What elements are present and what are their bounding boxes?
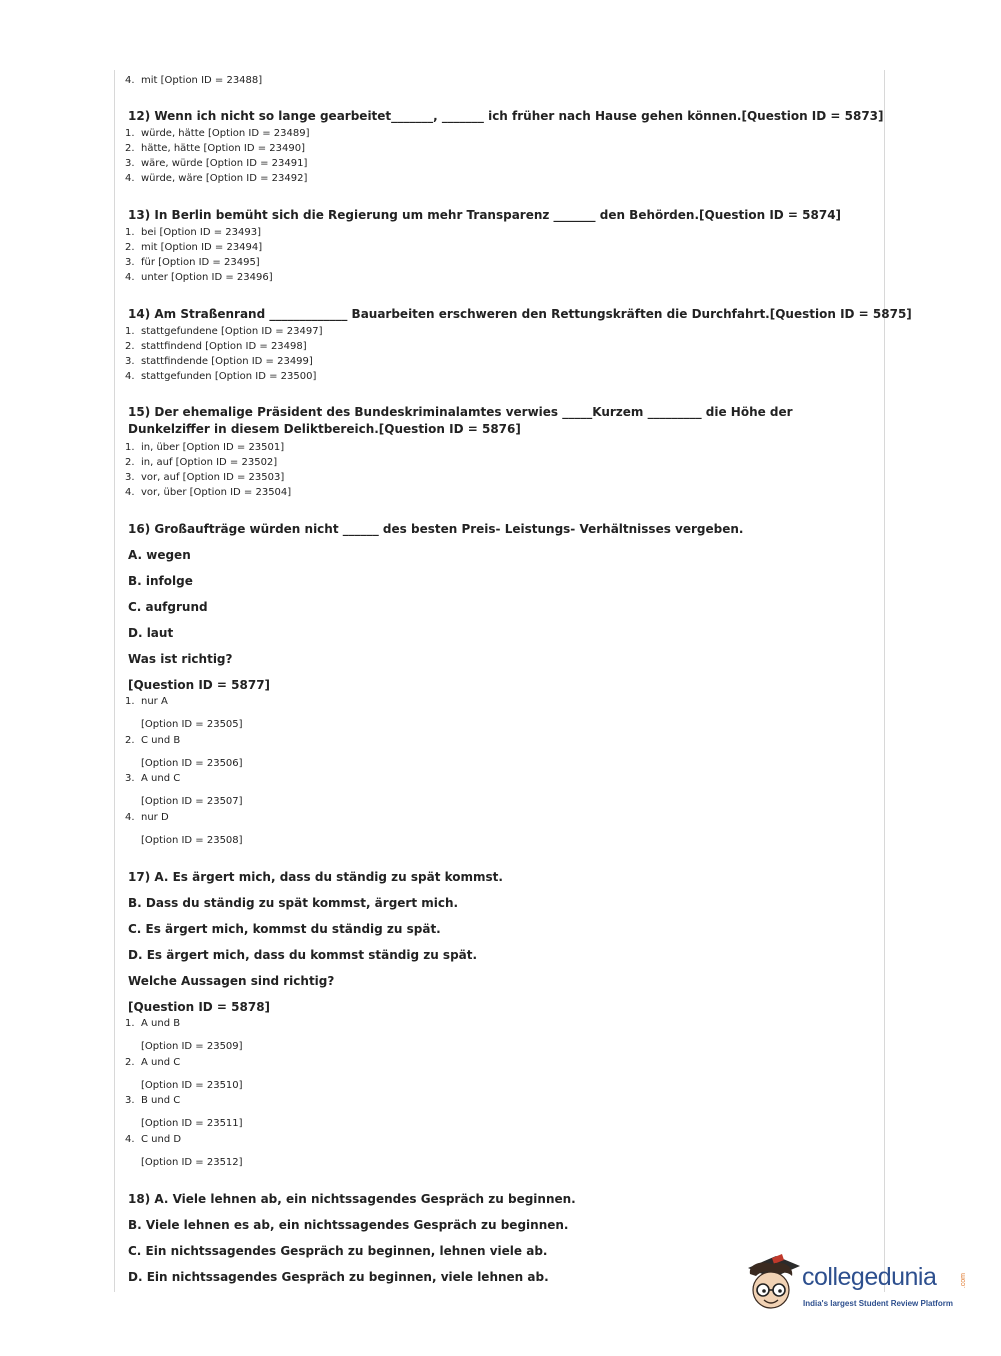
logo-tagline: India's largest Student Review Platform bbox=[803, 1299, 953, 1308]
q15-option-2[interactable]: 2. in, auf [Option ID = 23502] bbox=[125, 457, 278, 468]
q17-statement-d: D. Es ärgert mich, dass du kommst ständig zu spät. bbox=[128, 948, 478, 962]
q17-statement-b: B. Dass du ständig zu spät kommst, ärgert mich. bbox=[128, 896, 459, 910]
q16-option-2[interactable]: 2. C und B bbox=[125, 735, 181, 746]
q12-option-2[interactable]: 2. hätte, hätte [Option ID = 23490] bbox=[125, 143, 306, 154]
q16-statement-d: D. laut bbox=[128, 626, 174, 640]
q14-option-2[interactable]: 2. stattfindend [Option ID = 23498] bbox=[125, 341, 307, 352]
q17-option-3[interactable]: 3. B und C bbox=[125, 1095, 181, 1106]
q14-option-4[interactable]: 4. stattgefunden [Option ID = 23500] bbox=[125, 371, 317, 382]
q17-prompt: Welche Aussagen sind richtig? bbox=[128, 974, 335, 988]
q16-option-1-id: [Option ID = 23505] bbox=[141, 719, 243, 730]
q16-prompt: Was ist richtig? bbox=[128, 652, 233, 666]
question-14-title: 14) Am Straßenrand _____________ Bauarbeiten erschweren den Rettungskräften die Durchfahrt.[Question ID = 5875] bbox=[128, 307, 912, 321]
q12-option-4[interactable]: 4. würde, wäre [Option ID = 23492] bbox=[125, 173, 308, 184]
q17-option-2[interactable]: 2. A und C bbox=[125, 1057, 181, 1068]
logo-com-suffix: .com bbox=[960, 1273, 967, 1289]
q17-option-4-id: [Option ID = 23512] bbox=[141, 1157, 243, 1168]
q16-option-1[interactable]: 1. nur A bbox=[125, 696, 168, 707]
q16-option-2-id: [Option ID = 23506] bbox=[141, 758, 243, 769]
q12-option-1[interactable]: 1. würde, hätte [Option ID = 23489] bbox=[125, 128, 310, 139]
q17-option-3-id: [Option ID = 23511] bbox=[141, 1118, 243, 1129]
q16-statement-a: A. wegen bbox=[128, 548, 191, 562]
q13-option-4[interactable]: 4. unter [Option ID = 23496] bbox=[125, 272, 273, 283]
question-18-title: 18) A. Viele lehnen ab, ein nichtssagendes Gespräch zu beginnen. bbox=[128, 1192, 576, 1206]
q16-question-id: [Question ID = 5877] bbox=[128, 678, 271, 692]
q17-option-2-id: [Option ID = 23510] bbox=[141, 1080, 243, 1091]
q17-option-1[interactable]: 1. A und B bbox=[125, 1018, 181, 1029]
collegedunia-logo[interactable] bbox=[742, 1246, 974, 1316]
q18-statement-b: B. Viele lehnen es ab, ein nichtssagendes Gespräch zu beginnen. bbox=[128, 1218, 569, 1232]
page-border-right bbox=[884, 70, 885, 1292]
logo-wordmark: collegedunia bbox=[802, 1263, 937, 1291]
q15-option-4[interactable]: 4. vor, über [Option ID = 23504] bbox=[125, 487, 292, 498]
q17-option-1-id: [Option ID = 23509] bbox=[141, 1041, 243, 1052]
question-17-title: 17) A. Es ärgert mich, dass du ständig zu spät kommst. bbox=[128, 870, 503, 884]
q17-option-4[interactable]: 4. C und D bbox=[125, 1134, 182, 1145]
question-16-title: 16) Großaufträge würden nicht ______ des besten Preis- Leistungs- Verhältnisses vergeben. bbox=[128, 522, 744, 536]
question-13-title: 13) In Berlin bemüht sich die Regierung um mehr Transparenz _______ den Behörden.[Question ID = 5874] bbox=[128, 208, 842, 222]
q16-option-4[interactable]: 4. nur D bbox=[125, 812, 169, 823]
q13-option-1[interactable]: 1. bei [Option ID = 23493] bbox=[125, 227, 262, 238]
question-15-title: 15) Der ehemalige Präsident des Bundeskriminalamtes verwies _____Kurzem _________ die Höhe der Dunkelziffer in diesem Deliktbereich.[Question ID = 5876] bbox=[128, 405, 793, 436]
mascot-icon bbox=[742, 1250, 802, 1314]
q15-option-3[interactable]: 3. vor, auf [Option ID = 23503] bbox=[125, 472, 285, 483]
q16-statement-c: C. aufgrund bbox=[128, 600, 208, 614]
q13-option-2[interactable]: 2. mit [Option ID = 23494] bbox=[125, 242, 263, 253]
q17-question-id: [Question ID = 5878] bbox=[128, 1000, 271, 1014]
q16-option-3[interactable]: 3. A und C bbox=[125, 773, 181, 784]
prev-option: 4. mit [Option ID = 23488] bbox=[125, 75, 263, 86]
q12-option-3[interactable]: 3. wäre, würde [Option ID = 23491] bbox=[125, 158, 308, 169]
q17-statement-c: C. Es ärgert mich, kommst du ständig zu spät. bbox=[128, 922, 441, 936]
q16-option-4-id: [Option ID = 23508] bbox=[141, 835, 243, 846]
q15-option-1[interactable]: 1. in, über [Option ID = 23501] bbox=[125, 442, 285, 453]
q18-statement-d: D. Ein nichtssagendes Gespräch zu beginnen, viele lehnen ab. bbox=[128, 1270, 549, 1284]
page-border-left bbox=[114, 70, 115, 1292]
q13-option-3[interactable]: 3. für [Option ID = 23495] bbox=[125, 257, 260, 268]
q16-option-3-id: [Option ID = 23507] bbox=[141, 796, 243, 807]
q14-option-1[interactable]: 1. stattgefundene [Option ID = 23497] bbox=[125, 326, 323, 337]
q14-option-3[interactable]: 3. stattfindende [Option ID = 23499] bbox=[125, 356, 313, 367]
q18-statement-c: C. Ein nichtssagendes Gespräch zu beginnen, lehnen viele ab. bbox=[128, 1244, 548, 1258]
q16-statement-b: B. infolge bbox=[128, 574, 193, 588]
question-12-title: 12) Wenn ich nicht so lange gearbeitet_______, _______ ich früher nach Hause gehen können.[Question ID = 5873] bbox=[128, 109, 884, 123]
